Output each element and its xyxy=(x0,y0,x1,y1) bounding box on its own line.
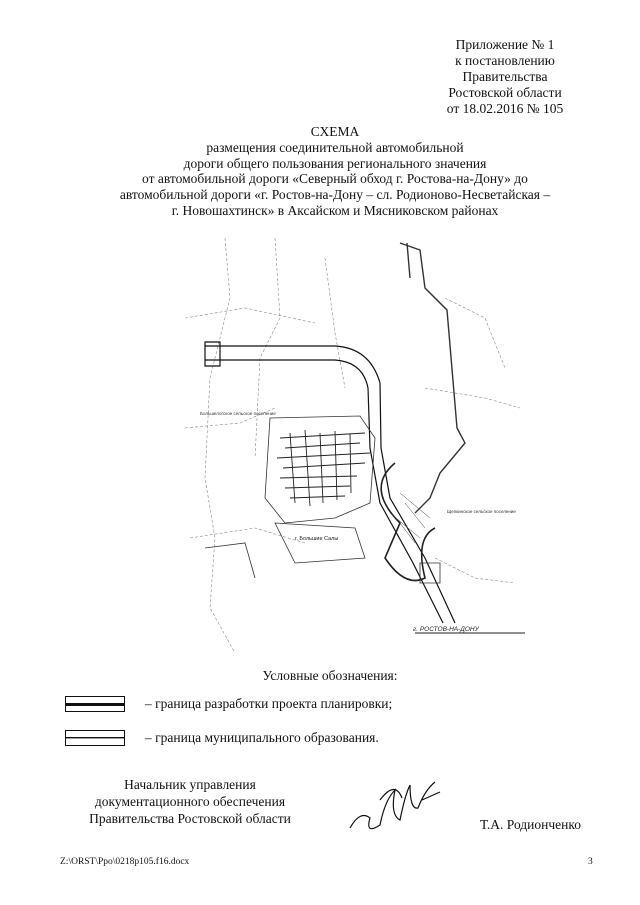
appendix-line-4: Ростовской области xyxy=(448,85,562,100)
title-line-2: дороги общего пользования регионального значения xyxy=(183,155,487,171)
document-title xyxy=(40,124,630,219)
appendix-line-3: Правительства xyxy=(462,69,548,84)
title-line-1: размещения соединительной автомобильной xyxy=(206,139,464,155)
title-line-3: от автомобильной дороги «Северный обход г. Ростова-на-Дону» до xyxy=(142,171,528,187)
planning-boundary-symbol xyxy=(65,694,125,714)
signatory-line-3: Правительства Ростовской области xyxy=(89,811,291,826)
signatory-name: Т.А. Родионченко xyxy=(480,817,581,832)
file-path: Z:\ORST\Ppo\0218p105.f16.docx xyxy=(60,857,190,867)
scheme-map xyxy=(185,238,525,653)
title-line-5: г. Новошахтинск» в Аксайском и Мясниковском районах xyxy=(171,202,499,218)
map-label-settlement: Большелогское сельское поселение xyxy=(200,411,276,416)
legend-title: Условные обозначения: xyxy=(262,668,398,683)
signatory-line-2: документационного обеспечения xyxy=(94,794,286,809)
title-heading: СХЕМА xyxy=(310,124,360,139)
map-label-road: г. РОСТОВ-НА-ДОНУ xyxy=(413,626,479,633)
appendix-block xyxy=(410,37,600,117)
legend-item-1-label: – граница разработки проекта планировки; xyxy=(145,696,393,711)
legend-item-2-label: – граница муниципального образования. xyxy=(145,730,379,745)
appendix-line-2: к постановлению xyxy=(455,53,555,68)
signatory-line-1: Начальник управления xyxy=(124,777,256,792)
handwritten-signature xyxy=(340,770,450,840)
title-line-4: автомобильной дороги «г. Ростов-на-Дону – сл. Родионово-Несветайская – xyxy=(119,187,551,203)
page-number: 3 xyxy=(588,857,593,867)
appendix-line-5: от 18.02.2016 № 105 xyxy=(446,101,564,116)
appendix-line-1: Приложение № 1 xyxy=(455,37,555,52)
map-label-bolshoy-saly: г. Большие Салы xyxy=(295,536,339,542)
signatory-position xyxy=(70,776,310,827)
map-label-right-settlement: Щепкинское сельское поселение xyxy=(447,509,516,514)
municipal-boundary-symbol xyxy=(65,728,125,748)
